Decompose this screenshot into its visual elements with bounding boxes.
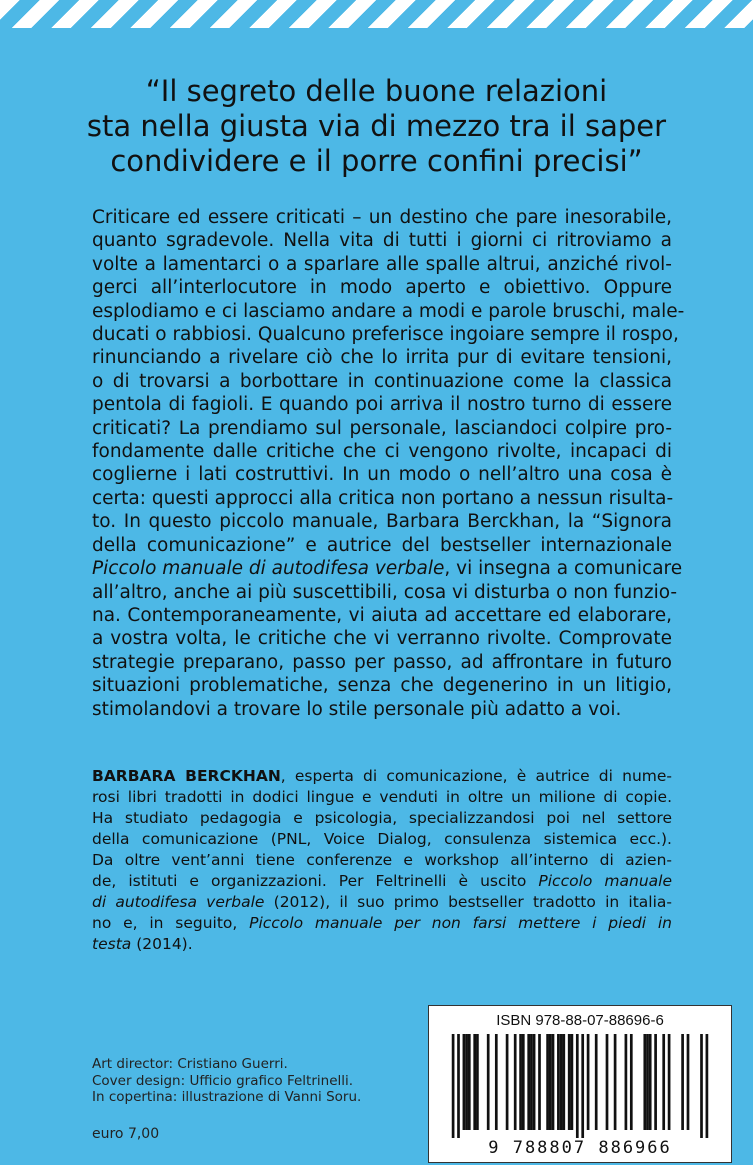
top-stripe-band: [0, 0, 753, 28]
barcode-bar: [681, 1034, 684, 1130]
barcode-bar: [546, 1034, 549, 1130]
barcode-bar: [549, 1034, 552, 1130]
barcode-bar: [654, 1034, 657, 1130]
author-name: BARBARA BERCKHAN: [92, 767, 281, 785]
barcode-bar: [562, 1034, 565, 1130]
bio-text: , esperta di comunicazione, è autrice di nume-: [280, 767, 672, 785]
description-line: coglierne i lati costruttivi. In un modo o nell’altro una cosa è: [92, 464, 672, 486]
bio-line: [92, 892, 672, 913]
barcode-bar: [463, 1034, 466, 1130]
barcode-bar: [533, 1034, 536, 1130]
barcode-bar: [473, 1034, 476, 1130]
description-line: o di trovarsi a borbottare in continuazione come la classica: [92, 370, 672, 392]
book-title-italic: Piccolo manuale per non farsi mettere i piedi in: [249, 914, 672, 932]
description-line: na. Contemporaneamente, vi aiuta ad accettare ed elaborare,: [92, 604, 672, 626]
barcode-bar: [581, 1034, 584, 1138]
pull-quote: [0, 74, 753, 179]
barcode-bar: [552, 1034, 555, 1130]
description-line: strategie preparano, passo per passo, ad affrontare in futuro: [92, 651, 672, 673]
description-line: criticati? La prendiamo sul personale, lasciandoci colpire pro-: [92, 417, 672, 439]
barcode-label: [428, 1005, 732, 1163]
book-title-italic: testa: [92, 935, 132, 953]
description-line: quanto sgradevole. Nella vita di tutti i giorni ci ritroviamo a: [92, 230, 672, 252]
barcode-bar: [576, 1034, 579, 1138]
barcode-bar: [538, 1034, 541, 1130]
description-text: , vi insegna a comunicare: [444, 558, 683, 580]
barcode-bar: [643, 1034, 646, 1130]
cover-design-credit: Cover design: Ufficio grafico Feltrinelli.: [92, 1072, 354, 1089]
book-title-italic: di autodifesa verbale: [92, 893, 265, 911]
barcode-bar: [668, 1034, 671, 1130]
description-line: all’altro, anche ai più suscettibili, cosa vi disturba o non funzio-: [92, 581, 678, 603]
barcode-bar: [646, 1034, 649, 1130]
barcode-bar: [557, 1034, 560, 1130]
bio-line: Ha studiato pedagogia e psicologia, specializzandosi poi nel settore: [92, 809, 672, 827]
book-title-italic: Piccolo manuale: [538, 872, 672, 890]
barcode-bar: [614, 1034, 617, 1130]
barcode-bar: [571, 1034, 574, 1130]
book-description: [92, 206, 685, 721]
bio-text: de, istituti e organizzazioni. Per Feltrinelli è uscito: [92, 872, 527, 890]
ean-digits: 9 788807 886966: [488, 1138, 672, 1158]
bio-line: rosi libri tradotti in dodici lingue e venduti in oltre un milione di copie.: [92, 788, 672, 806]
barcode-bar: [519, 1034, 522, 1130]
description-line: a vostra volta, le critiche che vi verranno rivolte. Comprovate: [92, 628, 672, 650]
barcode-bar: [465, 1034, 468, 1130]
quote-line: condividere e il porre confini precisi”: [110, 144, 643, 178]
barcode-bar: [587, 1034, 590, 1130]
description-line: pentola di fagioli. E quando poi arriva il nostro turno di essere: [92, 394, 672, 416]
bio-line: [92, 913, 672, 934]
bio-text: (2012), il suo primo bestseller tradotto in italia-: [264, 893, 673, 911]
barcode-bar: [487, 1034, 490, 1130]
barcode-bar: [595, 1034, 598, 1130]
barcode-bar: [706, 1034, 709, 1138]
book-title-italic: Piccolo manuale di autodifesa verbale: [92, 558, 445, 580]
description-line: [92, 557, 683, 580]
barcode-bar: [522, 1034, 525, 1130]
barcode-bar: [495, 1034, 498, 1130]
quote-line: “Il segreto delle buone relazioni: [145, 74, 608, 108]
barcode-bar: [625, 1034, 628, 1130]
description-line: stimolandovi a trovare lo stile personale più adatto a voi.: [92, 698, 622, 720]
barcode-bar: [514, 1034, 517, 1130]
description-line: volte a lamentarci o a sparlare alle spalle altrui, anziché rivol-: [92, 253, 672, 275]
barcode-bar: [506, 1034, 509, 1130]
quote-line: sta nella giusta via di mezzo tra il saper: [86, 109, 667, 143]
barcode-bar: [700, 1034, 703, 1138]
art-director-credit: Art director: Cristiano Guerri.: [92, 1056, 288, 1072]
barcode-bar: [649, 1034, 652, 1130]
barcode-bar: [476, 1034, 479, 1130]
bio-text: no e, in seguito,: [92, 914, 250, 932]
bio-text: (2014).: [131, 935, 193, 953]
bio-line: [92, 871, 672, 892]
description-line: fondamente dalle critiche che ci vengono rivolte, incapaci di: [92, 441, 672, 463]
barcode-bar: [560, 1034, 563, 1130]
barcode-bar: [452, 1034, 455, 1138]
ean13-barcode: [437, 1034, 723, 1138]
price: euro 7,00: [92, 1126, 160, 1142]
barcode-bar: [630, 1034, 633, 1130]
description-line: esplodiamo e ci lasciamo andare a modi e parole bruschi, male-: [92, 300, 685, 322]
description-line: Criticare ed essere criticati – un destino che pare inesorabile,: [92, 207, 672, 228]
description-line: ducati o rabbiosi. Qualcuno preferisce ingoiare sempre il rospo,: [92, 324, 679, 346]
description-line: della comunicazione” e autrice del bestseller internazionale: [92, 534, 672, 556]
bio-line: Da oltre vent’anni tiene conferenze e workshop all’interno di azien-: [92, 851, 672, 869]
barcode-bar: [457, 1034, 460, 1138]
barcode-bar: [530, 1034, 533, 1130]
bio-line: [92, 934, 672, 955]
barcode-bar: [662, 1034, 665, 1130]
description-line: situazioni problematiche, senza che degenerino in un litigio,: [92, 675, 672, 697]
barcode-bar: [687, 1034, 690, 1130]
description-line: rinunciando a rivelare ciò che lo irrita pur di evitare tensioni,: [92, 347, 672, 369]
description-line: certa: questi approcci alla critica non portano a nessun risulta-: [92, 487, 674, 509]
description-line: to. In questo piccolo manuale, Barbara Berckhan, la “Signora: [92, 511, 672, 533]
description-line: gerci all’interlocutore in modo aperto e obiettivo. Oppure: [92, 277, 672, 299]
barcode-bar: [527, 1034, 530, 1130]
isbn-text: ISBN 978-88-07-88696-6: [496, 1012, 664, 1029]
author-bio: [92, 766, 672, 955]
barcode-bar: [568, 1034, 571, 1130]
bio-line: [92, 766, 672, 787]
cover-illustration-credit: In copertina: illustrazione di Vanni Soru.: [92, 1089, 362, 1105]
bio-line: della comunicazione (PNL, Voice Dialog, consulenza sistemica ecc.).: [92, 830, 672, 848]
credits: [92, 1056, 361, 1106]
barcode-bar: [606, 1034, 609, 1130]
barcode-bar: [468, 1034, 471, 1130]
